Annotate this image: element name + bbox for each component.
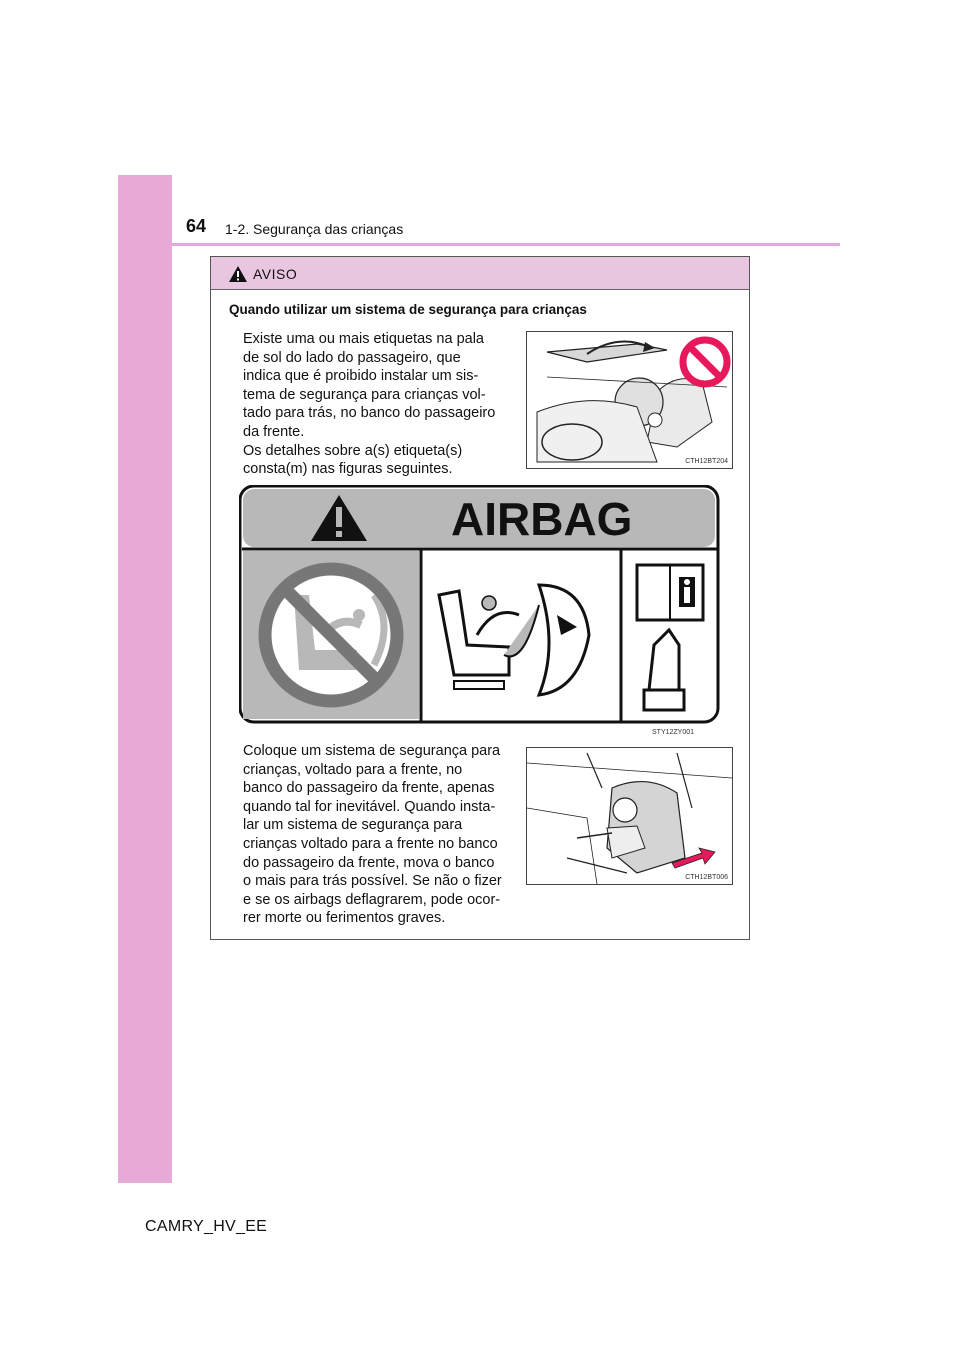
paragraph-line: tado para trás, no banco do passageiro [243, 405, 496, 422]
warning-title: AVISO [253, 266, 298, 282]
page-number: 64 [186, 216, 207, 236]
warning-paragraph-2 [243, 742, 515, 928]
paragraph-line: Existe uma ou mais etiquetas na pala [243, 331, 484, 347]
paragraph-line: crianças, voltado para a frente, no [243, 761, 463, 778]
paragraph-line: da frente. [243, 423, 305, 440]
forward-facing-seat-illustration [526, 747, 733, 885]
airbag-label-text: AIRBAG [451, 493, 633, 545]
paragraph-line: crianças voltado para a frente no banco [243, 835, 498, 852]
sun-visor-airbag-illustration [526, 331, 733, 469]
document-code: CAMRY_HV_EE [145, 1218, 268, 1235]
section-title: 1-2. Segurança das crianças [225, 221, 404, 237]
airbag-warning-label [239, 485, 721, 725]
warning-box [210, 256, 750, 940]
paragraph-line: indica que é proibido instalar um sis- [243, 368, 479, 385]
warning-triangle-icon [228, 265, 248, 283]
label-figure-code: STY12ZY001 [652, 729, 695, 736]
paragraph-line: tema de segurança para crianças vol- [243, 386, 486, 403]
figure-code: CTH12BT204 [685, 458, 728, 465]
child-seat-forward-icon [527, 748, 732, 884]
paragraph-line: lar um sistema de segurança para [243, 817, 463, 834]
airbag-label-icon [239, 485, 721, 725]
paragraph-line: o mais para trás possível. Se não o fizer [243, 873, 502, 890]
paragraph-line: Os detalhes sobre a(s) etiqueta(s) [243, 442, 463, 459]
paragraph-line: banco do passageiro da frente, apenas [243, 780, 495, 797]
warning-subheading: Quando utilizar um sistema de segurança para crianças [229, 302, 587, 317]
warning-header [211, 257, 749, 290]
side-tab-bar [118, 175, 172, 1183]
figure-code: CTH12BT006 [685, 874, 728, 881]
paragraph-line: do passageiro da frente, mova o banco [243, 854, 495, 871]
paragraph-line: e se os airbags deflagrarem, pode ocor- [243, 891, 501, 908]
visor-car-interior-icon [527, 332, 732, 468]
warning-paragraph-1 [243, 330, 515, 479]
paragraph-line: consta(m) nas figuras seguintes. [243, 461, 453, 478]
paragraph-line: quando tal for inevitável. Quando insta- [243, 798, 496, 815]
paragraph-line: Coloque um sistema de segurança para [243, 743, 501, 759]
paragraph-line: rer morte ou ferimentos graves. [243, 910, 446, 927]
paragraph-line: de sol do lado do passageiro, que [243, 349, 461, 366]
header-divider [172, 243, 840, 246]
